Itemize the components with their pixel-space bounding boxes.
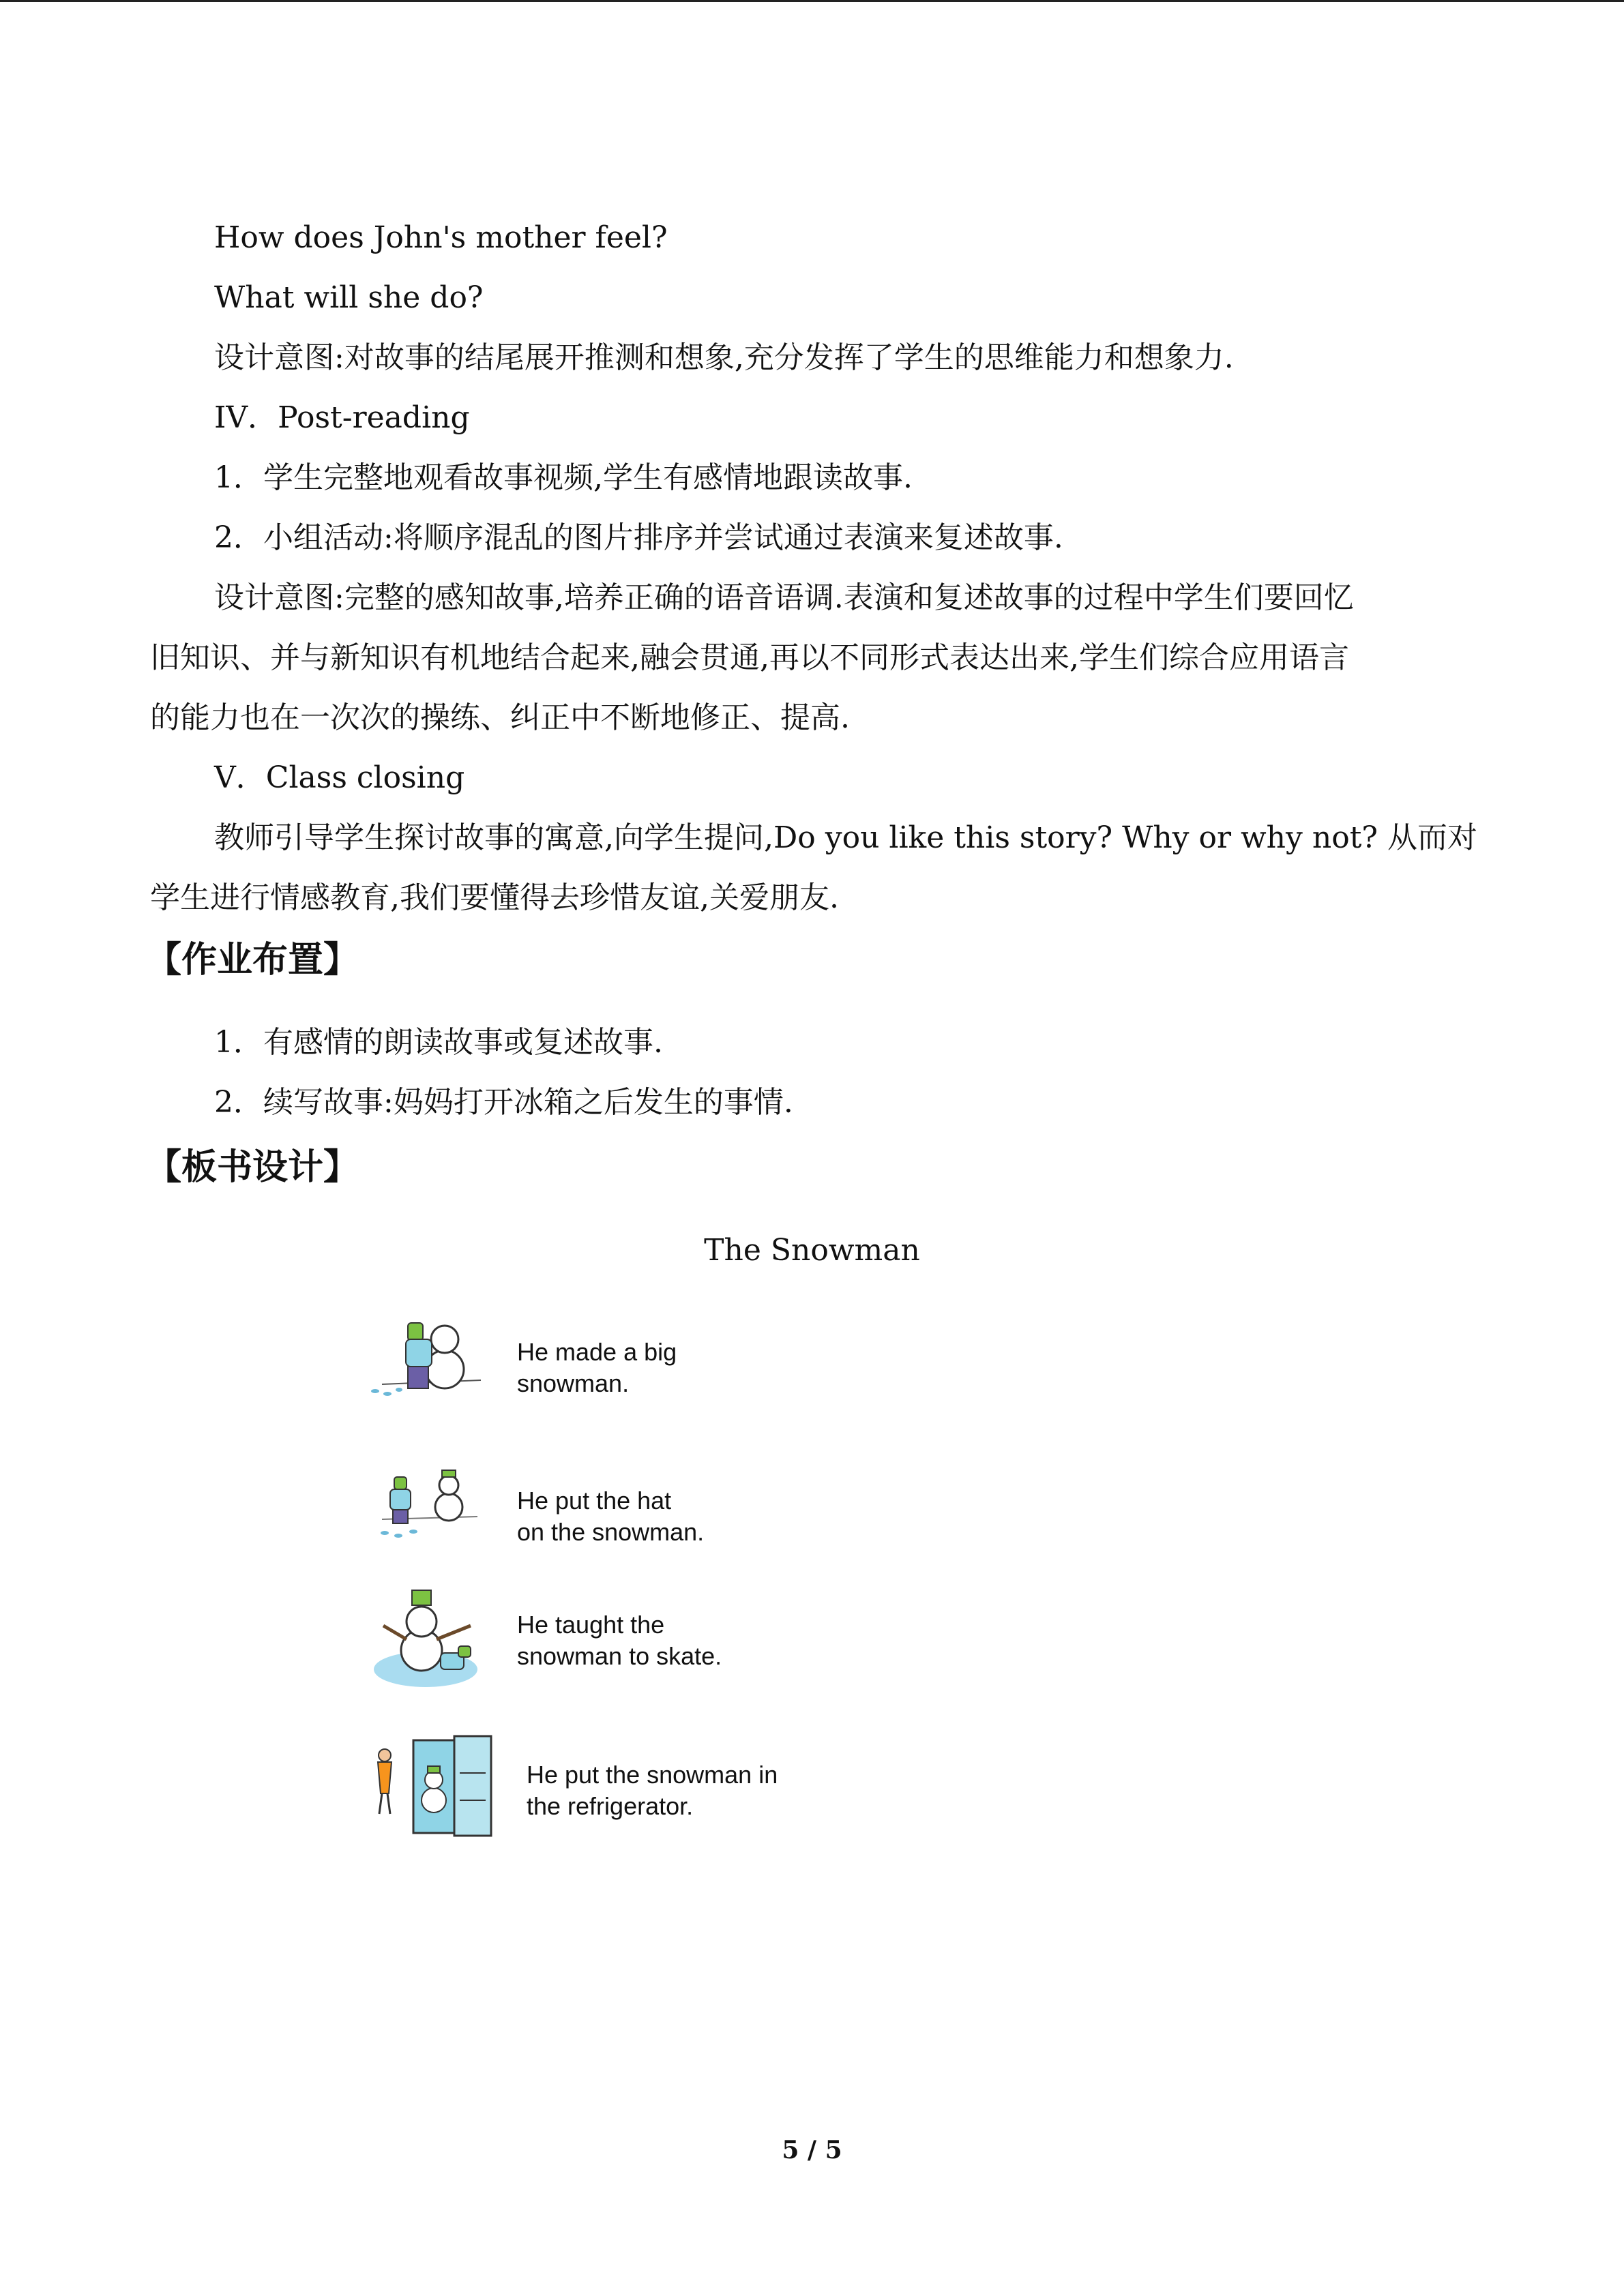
board-caption-1-line-2: snowman. xyxy=(517,1369,630,1397)
boy-building-snowman-icon xyxy=(368,1309,491,1405)
boy-hat-snowman-icon xyxy=(368,1458,491,1553)
section-post-reading: IV．Post-reading xyxy=(214,400,470,435)
board-caption-2-line-1: He put the hat xyxy=(517,1487,672,1515)
board-caption-1-line-1: He made a big xyxy=(517,1338,677,1366)
board-item-2 xyxy=(368,1458,846,1581)
homework-item-1: 1．有感情的朗读故事或复述故事. xyxy=(214,1025,663,1060)
board-item-4 xyxy=(368,1732,846,1855)
snowman-refrigerator-icon xyxy=(368,1732,505,1841)
design-intent-1: 设计意图:对故事的结尾展开推测和想象,充分发挥了学生的思维能力和想象力. xyxy=(214,340,1234,375)
post-reading-step-1: 1．学生完整地观看故事视频,学生有感情地跟读故事. xyxy=(214,460,913,495)
board-title: The Snowman xyxy=(704,1233,920,1268)
page-number: 5 / 5 xyxy=(782,2136,842,2164)
homework-item-2: 2．续写故事:妈妈打开冰箱之后发生的事情. xyxy=(214,1085,793,1120)
board-item-3 xyxy=(368,1582,846,1705)
design-intent-2-line-1: 设计意图:完整的感知故事,培养正确的语音语调.表演和复述故事的过程中学生们要回忆 xyxy=(214,580,1354,615)
board-design-heading: 【板书设计】 xyxy=(146,1147,359,1188)
design-intent-2-line-2: 旧知识、并与新知识有机地结合起来,融会贯通,再以不同形式表达出来,学生们综合应用语言 xyxy=(150,640,1349,675)
closing-line-2: 学生进行情感教育,我们要懂得去珍惜友谊,关爱朋友. xyxy=(150,880,839,915)
board-caption-4-line-1: He put the snowman in xyxy=(527,1761,778,1789)
closing-line-1: 教师引导学生探讨故事的寓意,向学生提问,Do you like this story? Why or why not? 从而对 xyxy=(214,820,1477,855)
page-top-border xyxy=(0,0,1624,2)
board-caption-1 xyxy=(517,1337,844,1399)
board-caption-2-line-2: on the snowman. xyxy=(517,1518,705,1546)
board-caption-4-line-2: the refrigerator. xyxy=(527,1792,694,1820)
homework-heading: 【作业布置】 xyxy=(146,940,359,981)
board-item-1 xyxy=(368,1309,846,1432)
board-caption-4 xyxy=(527,1759,854,1822)
question-what-will-she-do: What will she do? xyxy=(214,280,484,315)
board-caption-2 xyxy=(517,1485,844,1548)
design-intent-2-line-3: 的能力也在一次次的操练、纠正中不断地修正、提高. xyxy=(150,700,850,735)
skating-snowman-icon xyxy=(368,1582,491,1698)
section-class-closing: V．Class closing xyxy=(214,760,465,795)
post-reading-step-2: 2．小组活动:将顺序混乱的图片排序并尝试通过表演来复述故事. xyxy=(214,520,1063,555)
question-mother-feel: How does John's mother feel? xyxy=(214,220,668,255)
board-caption-3-line-2: snowman to skate. xyxy=(517,1642,722,1670)
board-caption-3-line-1: He taught the xyxy=(517,1611,665,1639)
board-caption-3 xyxy=(517,1609,844,1672)
